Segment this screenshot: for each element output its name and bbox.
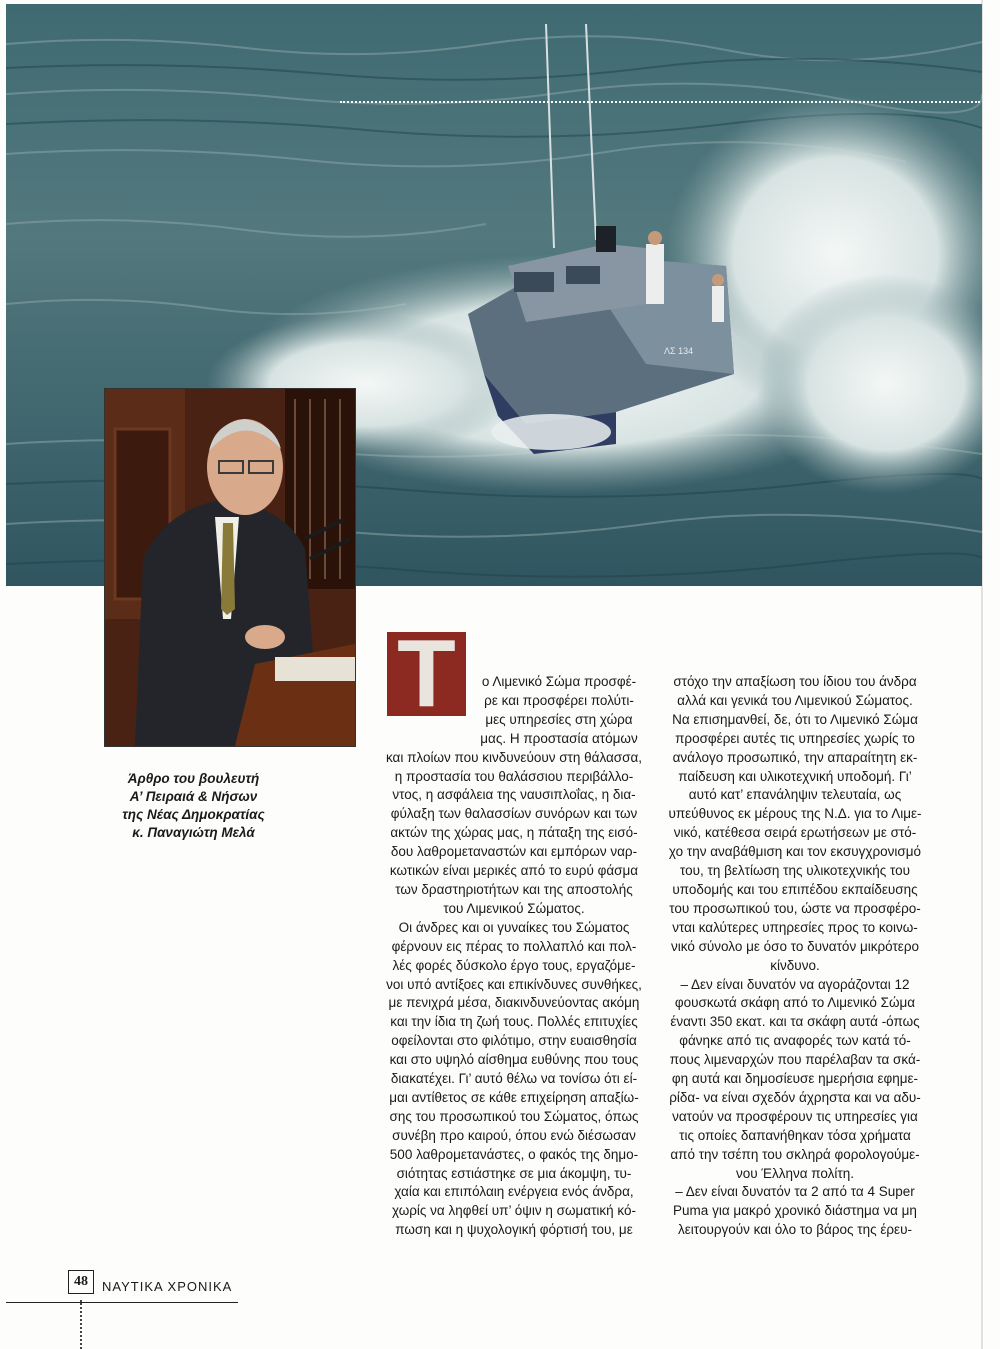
article-line: έναντι 350 εκατ. και τα σκάφη αυτά -όπως (670, 1014, 920, 1030)
article-line: νοι υπό αντίξοες και επικίνδυνες συνθήκες, (386, 976, 642, 992)
article-line: υποδομής και του επιπέδου εκπαίδευσης (672, 881, 918, 897)
article-line: Να επισημανθεί, δε, ότι το Λιμενικό Σώμα (672, 711, 918, 727)
article-line: κωτικών είναι μερικές από το ευρύ φάσμα (389, 863, 639, 879)
article-line: του Λιμενικού Σώματος. (443, 900, 585, 916)
article-line: χο την αναβάθμιση και τον εκσυγχρονισμό (668, 844, 922, 860)
article-line: ρε και προσφέρει πολύτι- (484, 692, 634, 708)
article-line: μας. Η προστασία ατόμων (480, 730, 638, 746)
article-line: φέρνουν εις πέρας το πολλαπλό και πολ- (391, 938, 637, 954)
lead-paragraph (475, 673, 643, 749)
caption-line: Άρθρο του βουλευτή (127, 771, 260, 786)
article-line: πους λιμεναρχών που παρέλαβαν τα σκά- (669, 1052, 921, 1068)
footer-rule (6, 1302, 238, 1303)
article-line: αυτό κατ’ επανάληψιν τελευταία, ως (688, 787, 902, 803)
article-line: φη αυτά και δημοσίευσε ημερήσια εφημε- (671, 1071, 919, 1087)
caption-line: Α’ Πειραιά & Νήσων (129, 789, 258, 804)
caption-line: κ. Παναγιώτη Μελά (132, 825, 255, 840)
article-line: νται καλύτερες υπηρεσίες προς το κοινω- (672, 919, 918, 935)
article-line: με πενιχρά μέσα, διακινδυνεύοντας ακόμη (388, 995, 640, 1011)
article-line: προσφέρει αυτές τις υπηρεσίες χωρίς το (675, 730, 915, 746)
column-1-body (385, 749, 643, 1241)
article-line: ακτών της χώρας μας, η πάταξη της εισό- (390, 825, 638, 841)
article-line: φουσκωτά σκάφη από το Λιμενικό Σώμα (674, 995, 916, 1011)
article-line: η προστασία του θαλάσσιου περιβάλλο- (394, 768, 634, 784)
article-line: ο Λιμενικό Σώμα προσφέ- (481, 674, 637, 689)
article-line: σης του προσωπικού του Σώματος, όπως (389, 1108, 639, 1124)
article-line: δου λαθρομεταναστών και εμπόρων ναρ- (390, 844, 638, 860)
article-line: μαι αντίθετος σε κάθε επιχείρηση απαξίω- (389, 1089, 639, 1105)
article-line: φύλαξη των θαλασσίων συνόρων και των (390, 806, 638, 822)
article-line: του, τη βελτίωση της υλικοτεχνικής του (680, 863, 910, 879)
caption-line: της Νέας Δημοκρατίας (122, 807, 265, 822)
article-line: οφείλονται στο φιλότιμο, στην ευαισθησία (391, 1033, 637, 1049)
article-line: των δραστηριοτήτων και της αποστολής (395, 881, 633, 897)
article-line: ντος, η ασφάλεια της ναυσιπλοΐας, η δια- (392, 787, 636, 803)
drop-cap-letter: Τ (397, 620, 456, 727)
article-line: – Δεν είναι δυνατόν τα 2 από τα 4 Super (675, 1184, 915, 1200)
article-column-1 (385, 673, 643, 1240)
article-line: και στο υψηλό αίσθημα ευθύνης που τους (389, 1052, 639, 1068)
article-line: τις οποίες δαπανήθηκαν τόσα χρήματα (679, 1127, 911, 1143)
article-line: ανάλογο προσωπικό, την απαραίτητη εκ- (672, 749, 918, 765)
magazine-name: ΝΑΥΤΙΚΑ ΧΡΟΝΙΚΑ (102, 1279, 233, 1294)
article-line: χαία και επιπόλαιη ενέργεια ενός άνδρα, (394, 1184, 634, 1200)
article-line: λές φορές δύσκολο έργο τους, εργαζόμε- (392, 957, 636, 973)
article-line: του προσωπικού του, ώστε να προσφέρο- (669, 900, 921, 916)
article-line: κίνδυνο. (770, 957, 820, 973)
article-line: ρίδα- να είναι σχεδόν άχρηστα και να αδυ- (669, 1089, 921, 1105)
article-line: νικό, κατέθεσα σειρά ερωτήσεων με στό- (673, 825, 917, 841)
margin-dotted-line (80, 1300, 82, 1349)
article-line: συνέβη προ καιρού, όπου ενώ διέσωσαν (392, 1127, 636, 1143)
article-line: νατούν να προσφέρουν τις υπηρεσίες για (672, 1108, 918, 1124)
article-line: και πλοίων που κινδυνεύουν στη θάλασσα, (385, 749, 643, 765)
article-line: 500 λαθρομετανάστες, ο φακός της δημο- (389, 1146, 639, 1162)
article-line: παίδευση και υλικοτεχνική υποδομή. Γι’ (678, 768, 912, 784)
article-line: Οι άνδρες και οι γυναίκες του Σώματος (398, 919, 630, 935)
article-line: πωση και η ψυχολογική φόρτισή του, με (395, 1222, 633, 1238)
article-line: υπεύθυνος εκ μέρους της Ν.Δ. για το Λιμε- (668, 806, 922, 822)
article-line: – Δεν είναι δυνατόν να αγοράζονται 12 (680, 976, 910, 992)
article-line: Puma για μακρό χρονικό διάστημα να μη (673, 1203, 917, 1219)
decorative-dotted-rule (340, 101, 980, 103)
article-line: και την ίδια τη ζωή τους. Πολλές επιτυχίες (390, 1014, 638, 1030)
article-line: από την τσέπη του σκληρά φορολογούμε- (670, 1146, 920, 1162)
hull-marking: ΛΣ 134 (664, 346, 694, 356)
article-column-2 (665, 673, 925, 1240)
article-line: αλλά και γενικά του Λιμενικού Σώματος. (677, 692, 913, 708)
article-line: νικό σύνολο με όσο το δυνατόν μικρότερο (670, 938, 920, 954)
article-line: χωρίς να ληφθεί υπ’ όψιν η σωματική κό- (391, 1203, 636, 1219)
portrait-caption (106, 770, 281, 842)
article-line: νου Έλληνα πολίτη. (735, 1165, 854, 1181)
article-line: μες υπηρεσίες στη χώρα (485, 711, 633, 727)
article-line: λειτουργούν και όλο το βάρος της έρευ- (678, 1222, 912, 1238)
article-line: στόχο την απαξίωση του ίδιου του άνδρα (673, 674, 917, 689)
article-line: σιότητας εστιάστηκε σε μια άκομψη, τυ- (396, 1165, 632, 1181)
article-line: φάνηκε από τις αναφορές των κατά τό- (679, 1033, 911, 1049)
author-portrait (104, 388, 356, 747)
page-footer (6, 1262, 238, 1304)
article-line: διακατέχει. Γι’ αυτό θέλω να τονίσω ότι εί- (390, 1071, 638, 1087)
page-number: 48 (68, 1270, 94, 1294)
